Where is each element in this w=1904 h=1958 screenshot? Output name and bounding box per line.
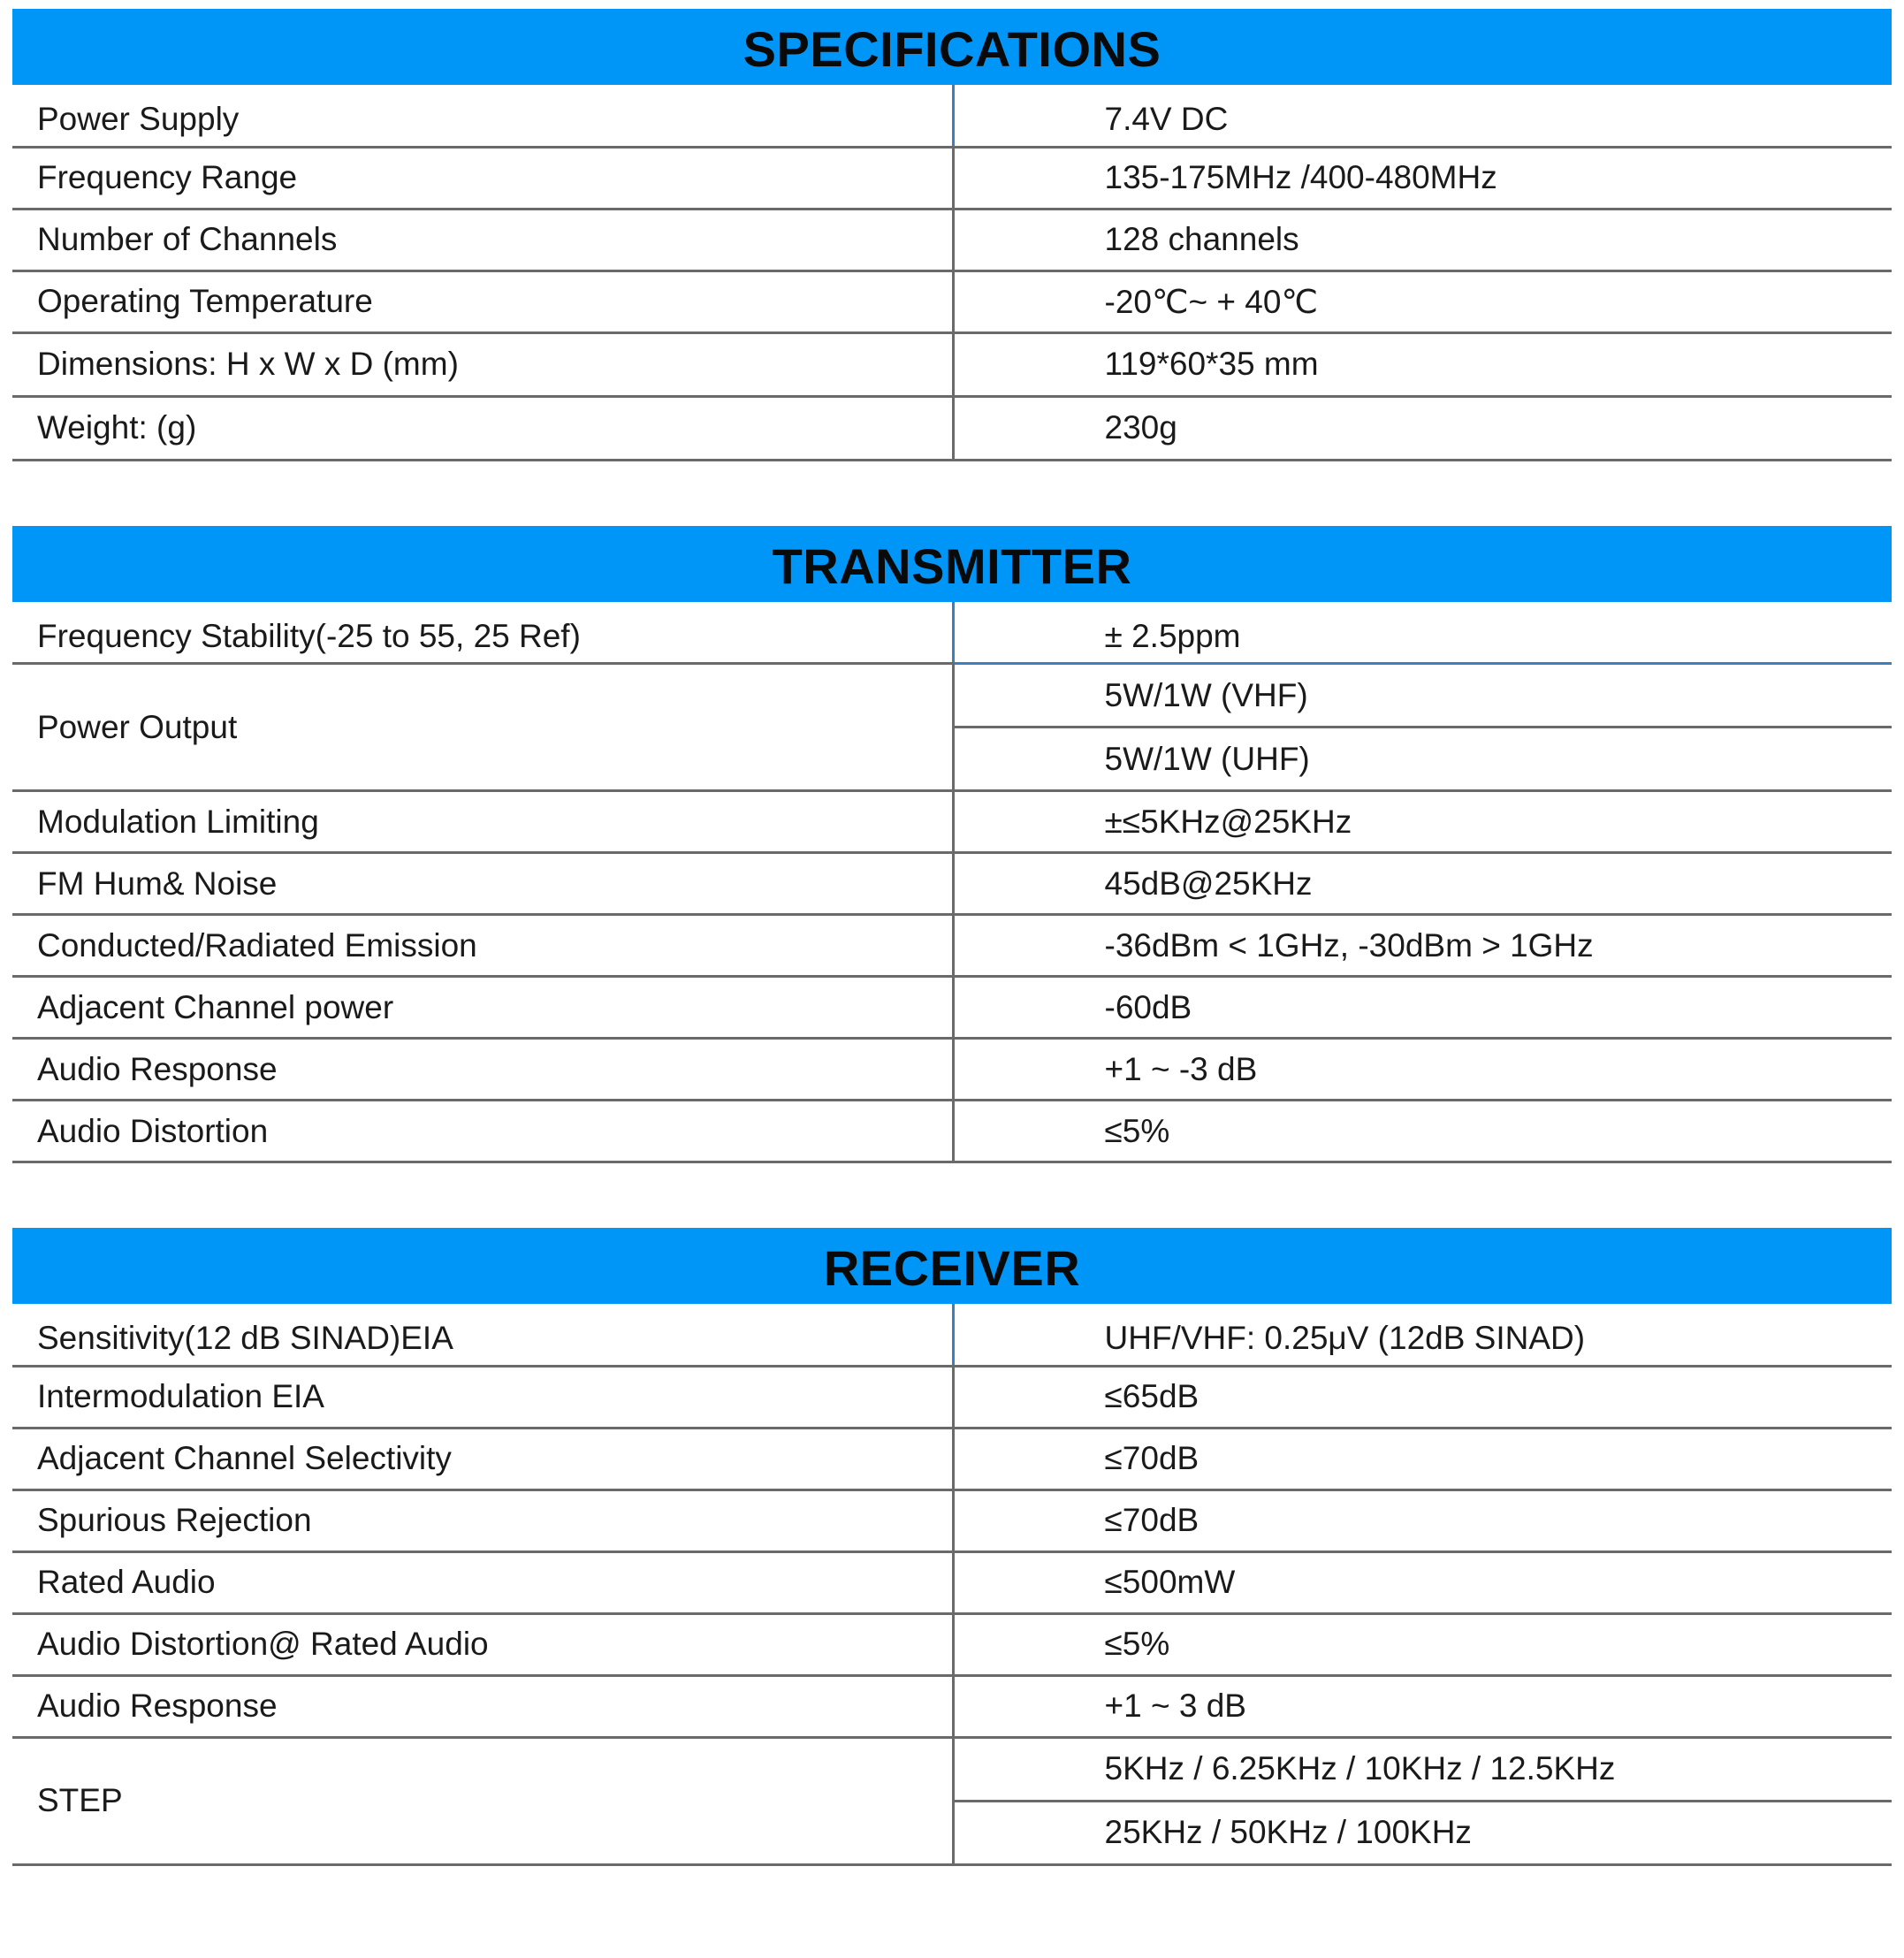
table-row <box>12 664 1892 728</box>
table-row <box>12 1489 1892 1551</box>
table-row <box>12 147 1892 209</box>
table-row <box>12 1551 1892 1613</box>
table-row <box>12 85 1892 147</box>
spec-value: ± 2.5ppm <box>953 602 1892 664</box>
specifications-table <box>12 85 1892 461</box>
table-row <box>12 853 1892 915</box>
spec-value: 5KHz / 6.25KHz / 10KHz / 12.5KHz <box>953 1737 1892 1801</box>
table-row <box>12 209 1892 270</box>
spec-label: Adjacent Channel power <box>12 977 953 1039</box>
spec-label: Power Supply <box>12 85 953 147</box>
spec-value: 45dB@25KHz <box>953 853 1892 915</box>
spec-label: Number of Channels <box>12 209 953 270</box>
specifications-header: SPECIFICATIONS <box>12 9 1892 85</box>
receiver-header: RECEIVER <box>12 1228 1892 1304</box>
spec-value: +1 ~ -3 dB <box>953 1039 1892 1101</box>
table-row <box>12 791 1892 853</box>
spec-label: Audio Distortion@ Rated Audio <box>12 1613 953 1675</box>
receiver-section <box>12 1228 1892 1866</box>
receiver-table <box>12 1304 1892 1866</box>
spec-label: Operating Temperature <box>12 270 953 332</box>
spec-value: 25KHz / 50KHz / 100KHz <box>953 1801 1892 1864</box>
spec-value: 7.4V DC <box>953 85 1892 147</box>
table-row <box>12 1304 1892 1366</box>
table-row <box>12 602 1892 664</box>
spec-value: 119*60*35 mm <box>953 332 1892 396</box>
spec-label: Audio Response <box>12 1039 953 1101</box>
spec-label: Sensitivity(12 dB SINAD)EIA <box>12 1304 953 1366</box>
spec-label: STEP <box>12 1737 953 1864</box>
spec-value: 128 channels <box>953 209 1892 270</box>
spec-label: Audio Distortion <box>12 1101 953 1162</box>
spec-label: Adjacent Channel Selectivity <box>12 1428 953 1489</box>
spec-value: 5W/1W (UHF) <box>953 728 1892 791</box>
spec-value: ≤5% <box>953 1101 1892 1162</box>
spec-label: FM Hum& Noise <box>12 853 953 915</box>
spec-value: ≤500mW <box>953 1551 1892 1613</box>
spec-label: Frequency Range <box>12 147 953 209</box>
spec-value: 135-175MHz /400-480MHz <box>953 147 1892 209</box>
spec-label: Rated Audio <box>12 1551 953 1613</box>
spec-value: ≤65dB <box>953 1366 1892 1428</box>
spec-label: Intermodulation EIA <box>12 1366 953 1428</box>
spec-value: ±≤5KHz@25KHz <box>953 791 1892 853</box>
table-row <box>12 332 1892 396</box>
spec-label: Dimensions: H x W x D (mm) <box>12 332 953 396</box>
transmitter-section <box>12 526 1892 1164</box>
table-row <box>12 270 1892 332</box>
spec-sheet <box>12 9 1892 1866</box>
spec-label: Spurious Rejection <box>12 1489 953 1551</box>
table-row <box>12 1613 1892 1675</box>
spec-label: Conducted/Radiated Emission <box>12 915 953 977</box>
transmitter-table <box>12 602 1892 1164</box>
transmitter-header: TRANSMITTER <box>12 526 1892 602</box>
spec-label: Power Output <box>12 664 953 791</box>
spec-value: -20℃~ + 40℃ <box>953 270 1892 332</box>
spec-value: ≤70dB <box>953 1428 1892 1489</box>
spec-value: 5W/1W (VHF) <box>953 664 1892 728</box>
spec-label: Frequency Stability(-25 to 55, 25 Ref) <box>12 602 953 664</box>
spec-label: Weight: (g) <box>12 396 953 460</box>
spec-value: UHF/VHF: 0.25μV (12dB SINAD) <box>953 1304 1892 1366</box>
table-row <box>12 1428 1892 1489</box>
spec-value: 230g <box>953 396 1892 460</box>
spec-label: Audio Response <box>12 1675 953 1737</box>
table-row <box>12 977 1892 1039</box>
spec-label: Modulation Limiting <box>12 791 953 853</box>
table-row <box>12 1366 1892 1428</box>
table-row <box>12 1039 1892 1101</box>
table-row <box>12 396 1892 460</box>
spec-value: +1 ~ 3 dB <box>953 1675 1892 1737</box>
table-row <box>12 1101 1892 1162</box>
spec-value: -36dBm < 1GHz, -30dBm > 1GHz <box>953 915 1892 977</box>
table-row <box>12 915 1892 977</box>
specifications-section <box>12 9 1892 461</box>
table-row <box>12 1737 1892 1801</box>
spec-value: -60dB <box>953 977 1892 1039</box>
spec-value: ≤70dB <box>953 1489 1892 1551</box>
spec-value: ≤5% <box>953 1613 1892 1675</box>
table-row <box>12 1675 1892 1737</box>
